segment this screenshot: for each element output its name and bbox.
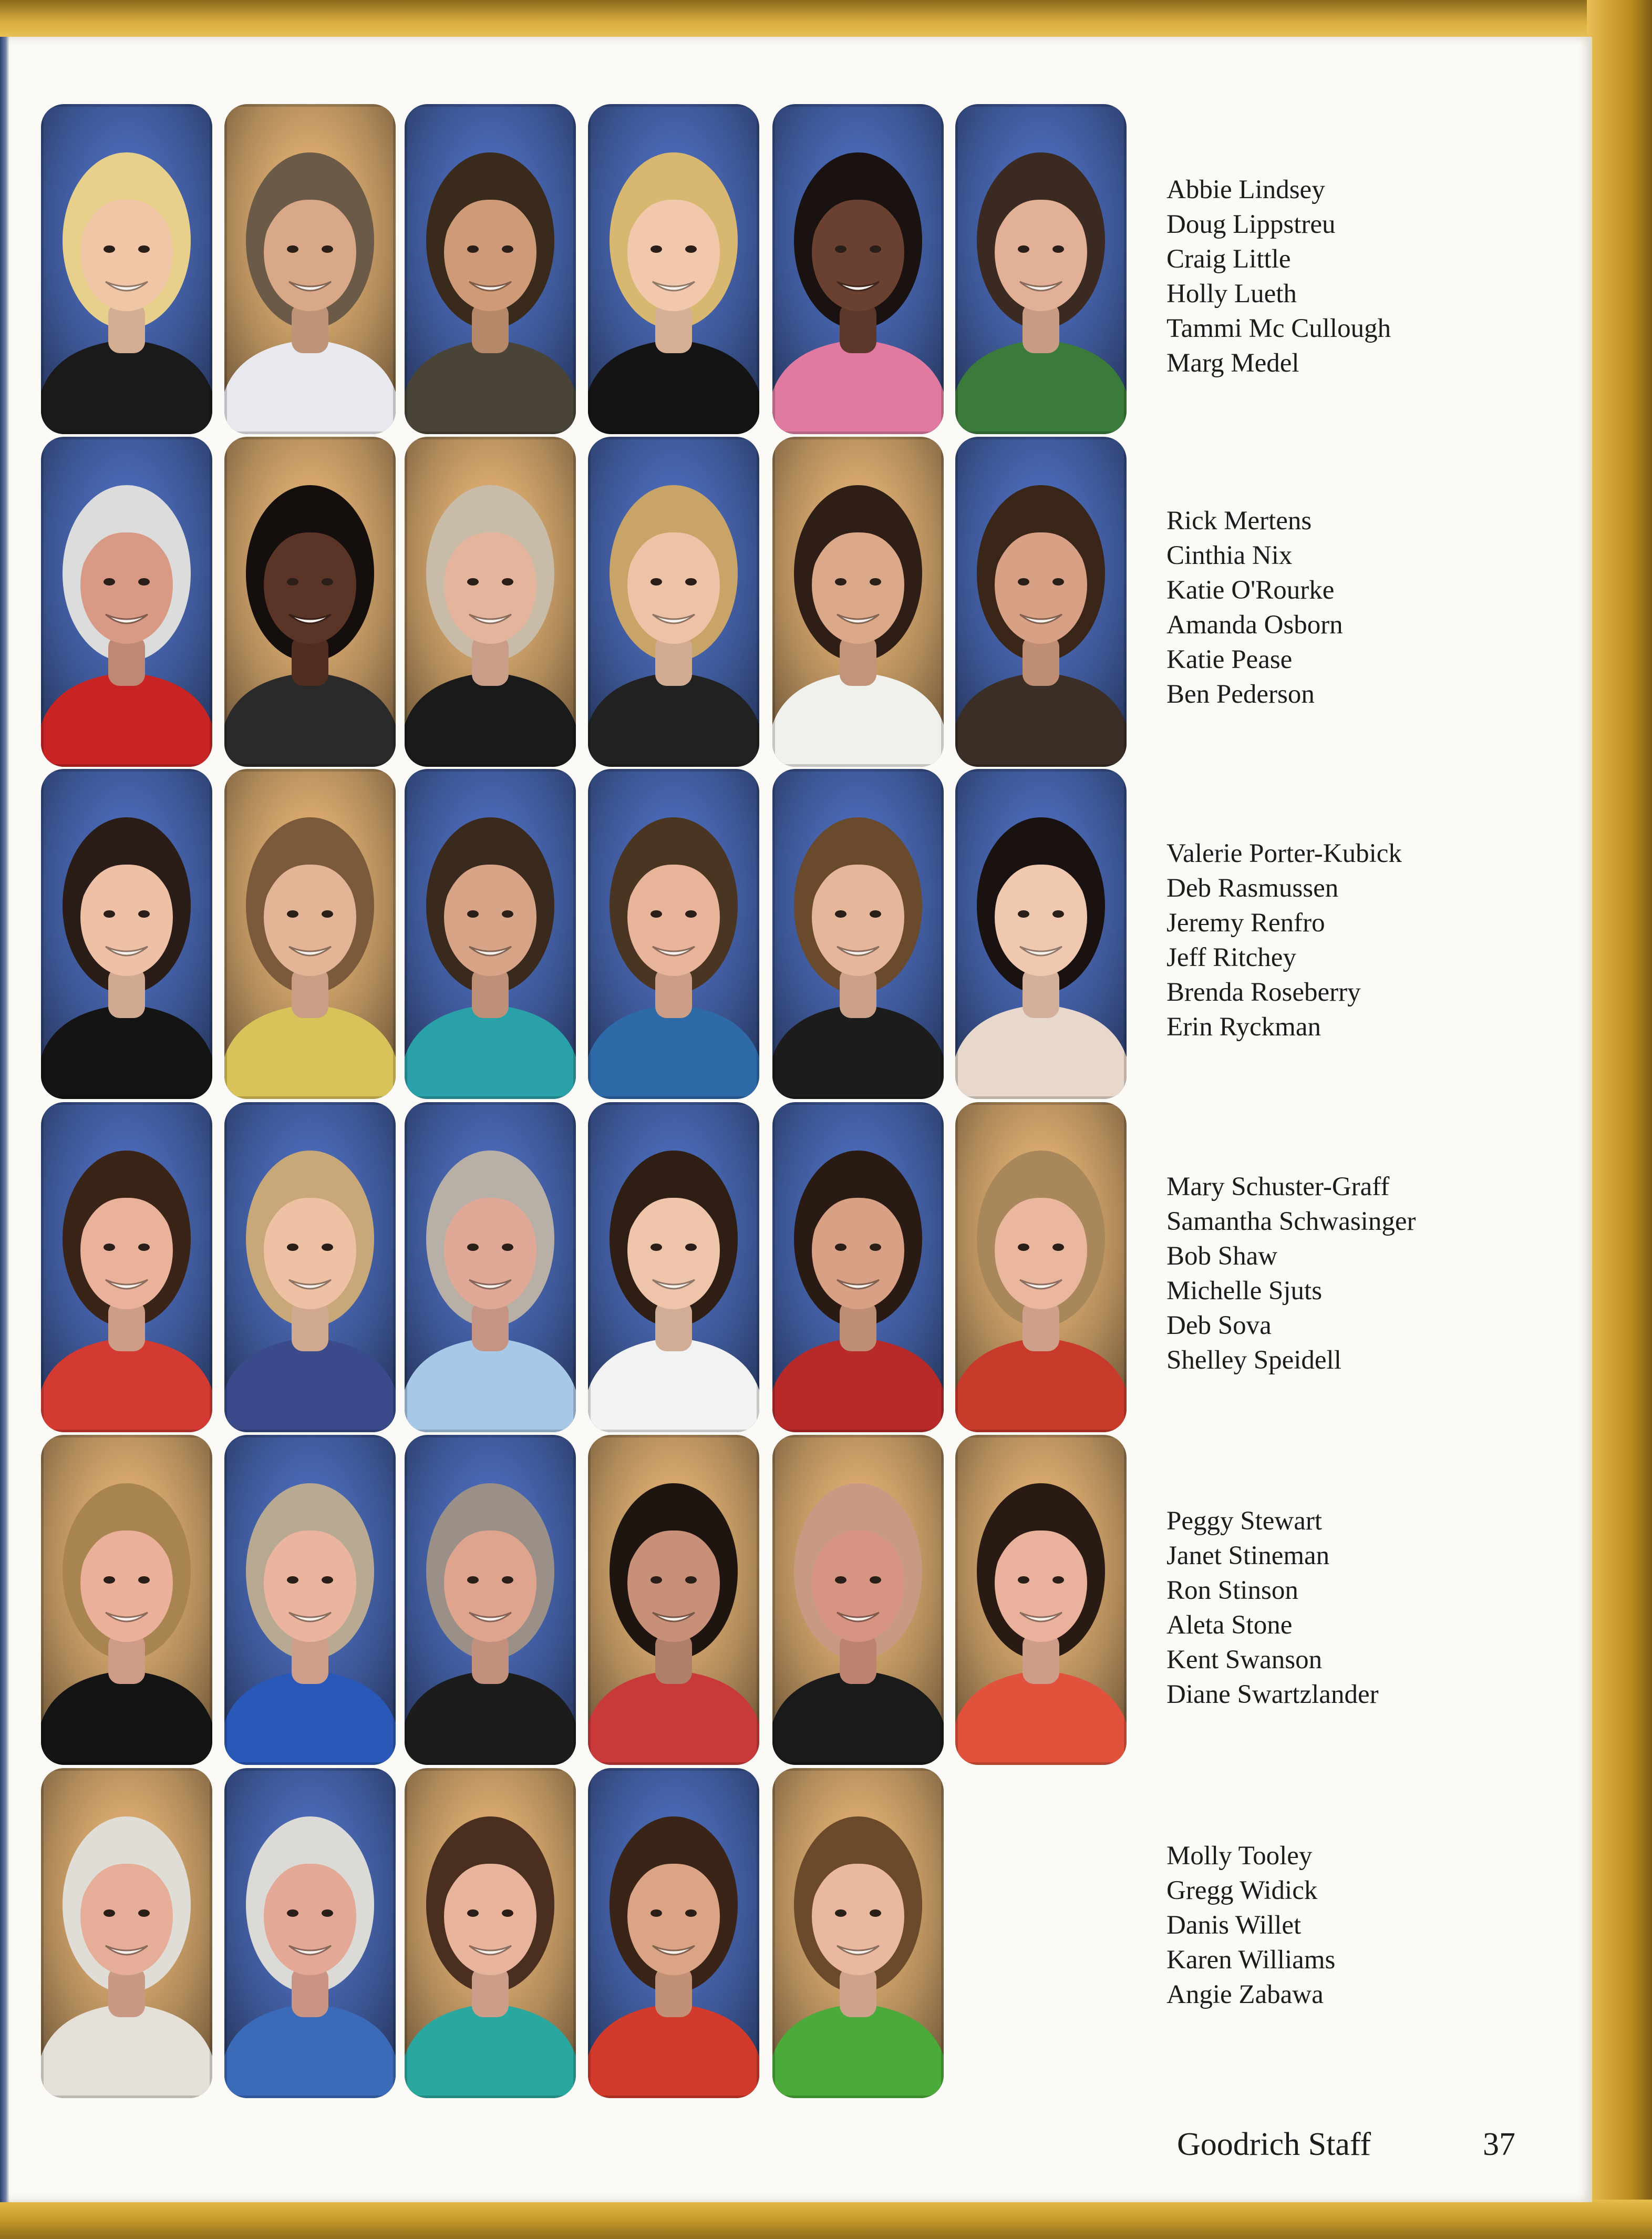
staff-name: Deb Sova — [1166, 1311, 1272, 1340]
name-group-row-1 — [1166, 172, 1391, 381]
staff-name: Deb Rasmussen — [1166, 874, 1339, 903]
yearbook-cover-right-edge — [1587, 0, 1652, 2239]
staff-portrait — [41, 1768, 212, 2098]
staff-name: Michelle Sjuts — [1166, 1276, 1323, 1306]
page-number: 37 — [1483, 2127, 1515, 2162]
yearbook-cover-bottom-edge — [0, 2200, 1652, 2239]
staff-portrait — [405, 1768, 576, 2098]
staff-name: Angie Zabawa — [1166, 1980, 1324, 2009]
staff-name: Molly Tooley — [1166, 1841, 1313, 1871]
staff-portrait — [224, 437, 396, 767]
staff-portrait — [772, 1768, 944, 2098]
staff-name: Shelley Speidell — [1166, 1346, 1341, 1375]
staff-name: Ron Stinson — [1166, 1576, 1298, 1605]
staff-name: Marg Medel — [1166, 348, 1299, 378]
staff-name: Samantha Schwasinger — [1166, 1207, 1416, 1236]
staff-portrait — [955, 1102, 1127, 1432]
staff-portrait — [772, 1102, 944, 1432]
name-group-row-4 — [1166, 1169, 1416, 1378]
name-group-row-6 — [1166, 1839, 1335, 2012]
staff-portrait — [588, 1768, 759, 2098]
staff-portrait — [224, 1435, 396, 1765]
staff-name: Cinthia Nix — [1166, 541, 1293, 570]
staff-portrait — [41, 437, 212, 767]
staff-portrait — [772, 104, 944, 434]
staff-name: Katie O'Rourke — [1166, 576, 1335, 605]
staff-portrait — [588, 1435, 759, 1765]
staff-name: Jeremy Renfro — [1166, 908, 1325, 938]
staff-name: Doug Lippstreu — [1166, 210, 1336, 239]
yearbook-cover-top-edge — [0, 0, 1652, 40]
staff-portrait — [41, 104, 212, 434]
staff-portrait — [405, 104, 576, 434]
facing-page-edge — [0, 37, 9, 2202]
staff-name: Gregg Widick — [1166, 1876, 1318, 1905]
staff-name: Amanda Osborn — [1166, 610, 1343, 640]
staff-portrait — [405, 1102, 576, 1432]
staff-name: Ben Pederson — [1166, 680, 1315, 709]
staff-portrait — [405, 769, 576, 1099]
staff-portrait — [955, 104, 1127, 434]
yearbook-page — [0, 37, 1592, 2202]
name-group-row-2 — [1166, 504, 1343, 712]
staff-portrait — [772, 437, 944, 767]
staff-portrait — [405, 1435, 576, 1765]
staff-name: Bob Shaw — [1166, 1241, 1278, 1271]
staff-name: Katie Pease — [1166, 645, 1293, 674]
staff-name: Tammi Mc Cullough — [1166, 314, 1391, 343]
staff-name: Janet Stineman — [1166, 1541, 1330, 1570]
staff-name: Rick Mertens — [1166, 506, 1312, 536]
staff-name: Peggy Stewart — [1166, 1506, 1323, 1536]
staff-name: Holly Lueth — [1166, 279, 1297, 309]
staff-portrait — [955, 769, 1127, 1099]
staff-name: Valerie Porter-Kubick — [1166, 839, 1402, 868]
staff-name: Abbie Lindsey — [1166, 175, 1325, 204]
staff-portrait — [772, 769, 944, 1099]
staff-portrait — [588, 1102, 759, 1432]
staff-portrait — [405, 437, 576, 767]
staff-portrait — [224, 1102, 396, 1432]
staff-name: Aleta Stone — [1166, 1610, 1293, 1640]
staff-name: Erin Ryckman — [1166, 1012, 1321, 1042]
staff-name: Diane Swartzlander — [1166, 1680, 1379, 1709]
section-title: Goodrich Staff — [1177, 2127, 1371, 2162]
staff-portrait — [588, 769, 759, 1099]
staff-portrait — [955, 1435, 1127, 1765]
staff-name: Craig Little — [1166, 244, 1291, 274]
staff-portrait — [41, 1435, 212, 1765]
staff-portrait — [41, 769, 212, 1099]
staff-portrait — [224, 769, 396, 1099]
staff-name: Mary Schuster-Graff — [1166, 1172, 1390, 1201]
staff-portrait — [955, 437, 1127, 767]
staff-name: Jeff Ritchey — [1166, 943, 1296, 972]
staff-portrait — [224, 104, 396, 434]
name-group-row-3 — [1166, 836, 1402, 1044]
staff-portrait — [41, 1102, 212, 1432]
staff-portrait — [588, 104, 759, 434]
staff-name: Brenda Roseberry — [1166, 978, 1361, 1007]
staff-name: Danis Willet — [1166, 1911, 1302, 1940]
staff-name: Kent Swanson — [1166, 1645, 1323, 1675]
staff-portrait — [772, 1435, 944, 1765]
staff-portrait — [588, 437, 759, 767]
name-group-row-5 — [1166, 1504, 1379, 1712]
staff-portrait — [224, 1768, 396, 2098]
staff-name: Karen Williams — [1166, 1945, 1336, 1975]
